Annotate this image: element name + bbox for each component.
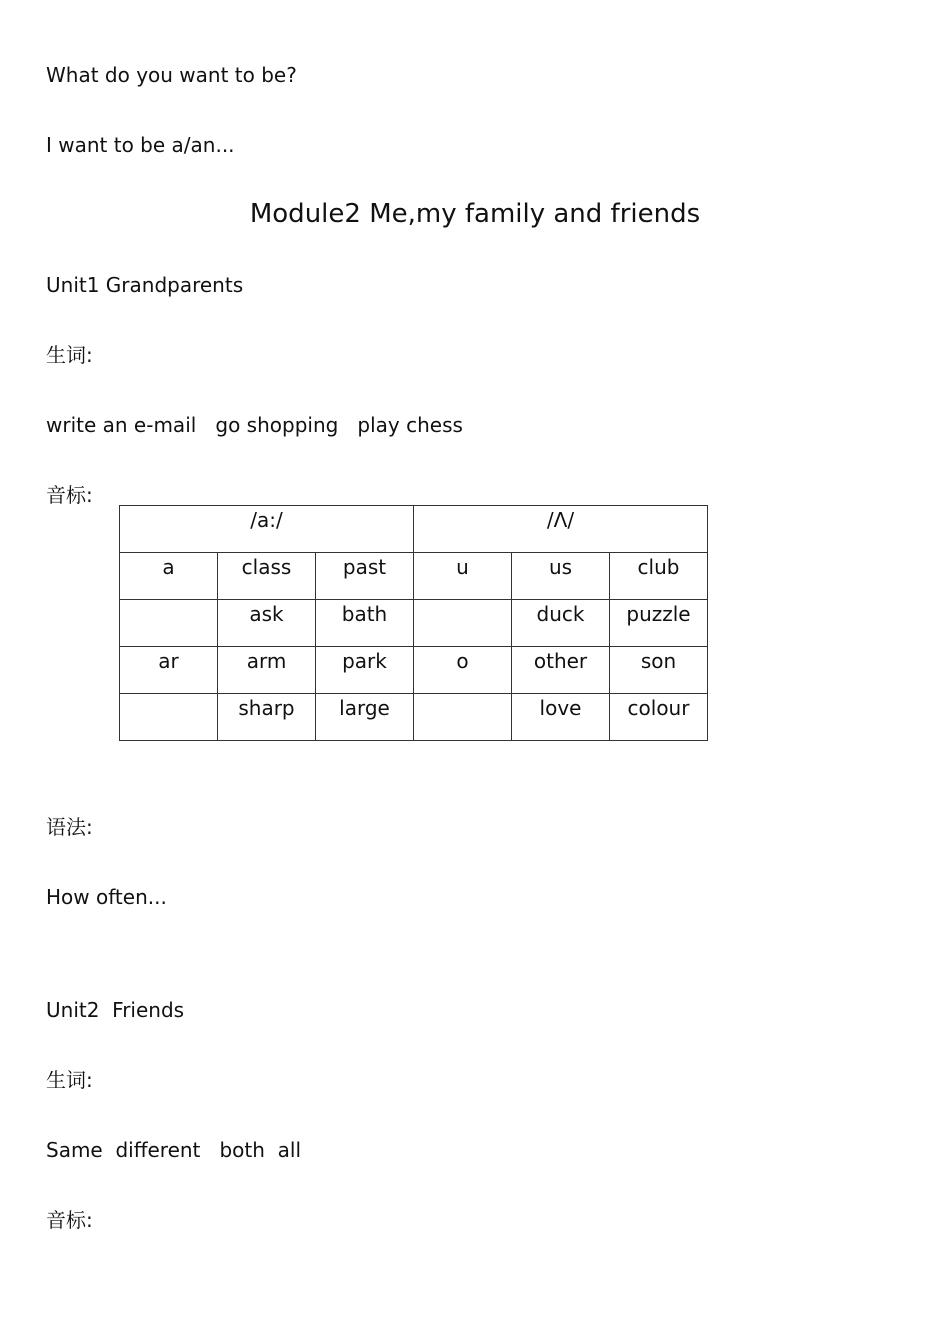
table-row xyxy=(120,694,708,741)
unit2-vocab-label: 生词: xyxy=(46,1068,93,1092)
table-cell: class xyxy=(218,553,316,600)
answer-text: I want to be a/an... xyxy=(46,133,235,157)
table-cell: duck xyxy=(512,600,610,647)
table-cell: past xyxy=(316,553,414,600)
unit1-title: Unit1 Grandparents xyxy=(46,273,244,297)
module-title: Module2 Me,my family and friends xyxy=(249,199,701,229)
table-cell xyxy=(120,600,218,647)
table-cell: ar xyxy=(120,647,218,694)
table-cell: other xyxy=(512,647,610,694)
table-cell: love xyxy=(512,694,610,741)
table-cell: club xyxy=(610,553,708,600)
table-row xyxy=(120,647,708,694)
table-cell: us xyxy=(512,553,610,600)
table-cell xyxy=(414,694,512,741)
table-cell xyxy=(120,694,218,741)
table-cell: o xyxy=(414,647,512,694)
table-row xyxy=(120,600,708,647)
table-header-row xyxy=(120,506,708,553)
table-cell: arm xyxy=(218,647,316,694)
unit1-vocab: write an e-mail go shopping play chess xyxy=(46,413,463,437)
unit1-vocab-label: 生词: xyxy=(46,343,93,367)
table-header-cell: /a:/ xyxy=(120,506,414,553)
table-cell: a xyxy=(120,553,218,600)
table-row xyxy=(120,553,708,600)
unit2-vocab: Same different both all xyxy=(46,1138,301,1162)
unit2-title: Unit2 Friends xyxy=(46,998,185,1022)
table-cell: puzzle xyxy=(610,600,708,647)
table-cell: sharp xyxy=(218,694,316,741)
unit1-grammar-label: 语法: xyxy=(46,815,93,839)
table-cell: ask xyxy=(218,600,316,647)
table-header-cell: /Λ/ xyxy=(414,506,708,553)
unit2-phonetic-label: 音标: xyxy=(46,1208,93,1232)
question-text: What do you want to be? xyxy=(46,63,297,87)
unit1-grammar: How often... xyxy=(46,885,167,909)
table-cell: colour xyxy=(610,694,708,741)
table-cell: u xyxy=(414,553,512,600)
phonetic-table xyxy=(119,505,708,741)
table-cell: park xyxy=(316,647,414,694)
table-cell xyxy=(414,600,512,647)
table-cell: son xyxy=(610,647,708,694)
table-cell: bath xyxy=(316,600,414,647)
table-cell: large xyxy=(316,694,414,741)
unit1-phonetic-label: 音标: xyxy=(46,483,93,507)
